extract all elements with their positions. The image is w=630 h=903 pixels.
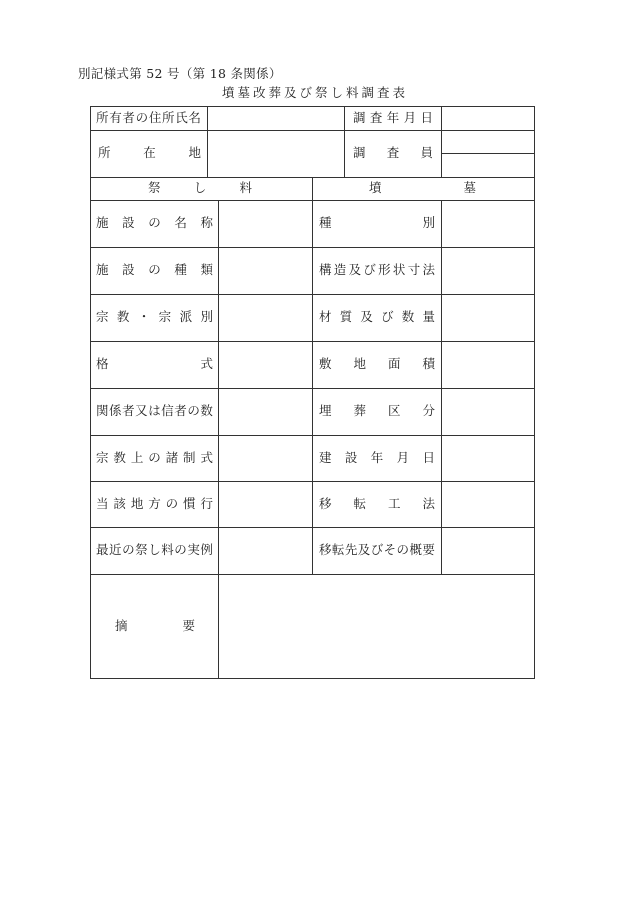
row-left-field[interactable]: [226, 200, 304, 247]
header-vline-3: [441, 106, 442, 178]
row-right-label: 種 別: [319, 215, 435, 231]
header-vline-1: [207, 106, 208, 178]
row-right-label: 移 転 先 及 び そ の 概 要: [319, 542, 435, 558]
row-right-field[interactable]: [449, 435, 526, 481]
row-left-field[interactable]: [226, 341, 304, 388]
row-right-label: 材 質 及 び 数 量: [319, 309, 435, 325]
surveyor-field-2[interactable]: [449, 153, 526, 177]
table-border-right: [534, 106, 535, 679]
header-vline-2: [344, 106, 345, 178]
row-right-label: 敷 地 面 積: [319, 356, 435, 372]
center-vline: [312, 177, 313, 575]
location-label: 所 在 地: [98, 145, 201, 161]
left-value-vline: [218, 200, 219, 679]
row-right-field[interactable]: [449, 200, 526, 247]
location-field[interactable]: [215, 130, 336, 177]
form-number: 別記様式第 52 号（第 18 条関係）: [78, 66, 282, 81]
row-right-field[interactable]: [449, 341, 526, 388]
section-heading-offering: 祭 し 料: [148, 180, 252, 196]
survey-date-field[interactable]: [449, 106, 526, 130]
row-right-label: 建 設 年 月 日: [319, 449, 435, 465]
row-right-label: 埋 葬 区 分: [319, 403, 435, 419]
row-right-field[interactable]: [449, 481, 526, 527]
row-left-label: 宗 教 上 の 諸 制 式: [96, 449, 213, 465]
row-left-field[interactable]: [226, 294, 304, 341]
form-title: 墳墓改葬及び祭し料調査表: [221, 85, 408, 100]
row-right-label: 移 転 工 法: [319, 495, 435, 511]
row-left-field[interactable]: [226, 247, 304, 294]
row-right-field[interactable]: [449, 247, 526, 294]
table-border-left: [90, 106, 91, 679]
right-value-vline: [441, 200, 442, 575]
summary-label: 摘 要: [115, 617, 195, 633]
row-left-field[interactable]: [226, 481, 304, 527]
row-left-field[interactable]: [226, 388, 304, 435]
survey-date-label: 調 査 年 月 日: [353, 109, 433, 125]
table-border-bottom: [90, 678, 535, 679]
row-left-label: 施 設 の 名 称: [96, 215, 213, 231]
surveyor-label: 調 査 員: [353, 145, 433, 161]
row-right-label: 構 造 及 び 形 状 寸 法: [319, 262, 435, 278]
row-right-field[interactable]: [449, 294, 526, 341]
summary-field[interactable]: [226, 574, 526, 678]
owner-label: 所 有 者 の 住 所 氏 名: [96, 109, 201, 125]
row-left-field[interactable]: [226, 527, 304, 574]
row-left-label: 施 設 の 種 類: [96, 262, 213, 278]
section-heading-grave: 墳 墓: [369, 180, 476, 196]
owner-field[interactable]: [215, 106, 336, 130]
row-left-label: 最 近 の 祭 し 料 の 実 例: [96, 542, 213, 558]
row-left-field[interactable]: [226, 435, 304, 481]
surveyor-field-1[interactable]: [449, 130, 526, 153]
row-right-field[interactable]: [449, 388, 526, 435]
row-left-label: 宗 教 ・ 宗 派 別: [96, 309, 213, 325]
row-right-field[interactable]: [449, 527, 526, 574]
row-left-label: 格 式: [96, 356, 213, 372]
row-left-label: 当 該 地 方 の 慣 行: [96, 495, 213, 511]
row-left-label: 関 係 者 又 は 信 者 の 数: [96, 403, 213, 419]
